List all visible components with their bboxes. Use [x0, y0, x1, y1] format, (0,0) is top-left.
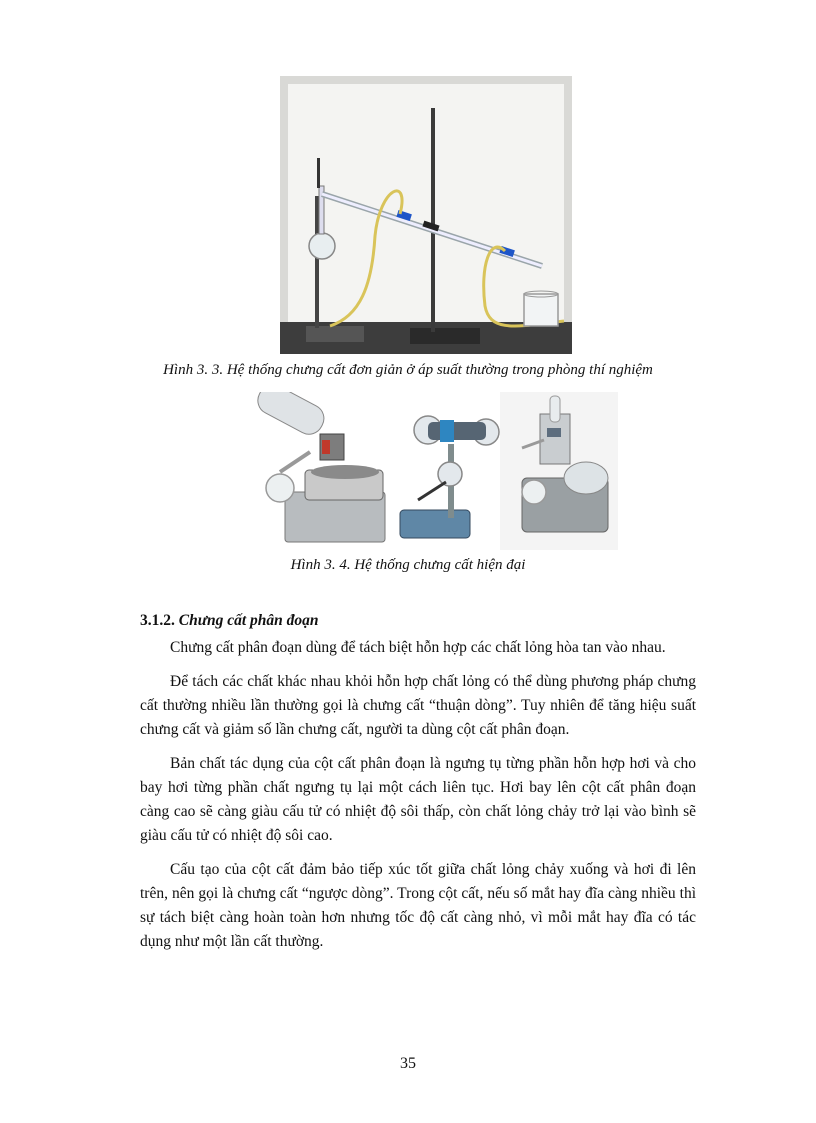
figure1-caption: Hình 3. 3. Hệ thống chưng cất đơn giản ở áp suất thường trong phòng thí nghiệm [163, 362, 653, 378]
section-title: Chưng cất phân đoạn [178, 612, 319, 629]
body-text [140, 636, 696, 964]
paragraph: Bản chất tác dụng của cột cất phân đoạn là ngưng tụ từng phần hỗn hợp hơi và cho bay hơi từng phần chất ngưng tụ lại một cách liên tục. Hơi bay lên cột cất phân đoạn càng cao sẽ càng giàu cấu tử có nhiệt độ sôi thấp, còn chất lỏng chảy trở lại vào bình sẽ giàu cấu tử có nhiệt độ sôi cao. [140, 755, 696, 844]
figure-simple-distillation [280, 76, 572, 354]
figure2-caption: Hình 3. 4. Hệ thống chưng cất hiện đại [290, 557, 526, 573]
page-number: 35 [400, 1055, 416, 1072]
section-number: 3.1.2. [140, 612, 175, 629]
paragraph: Chưng cất phân đoạn dùng để tách biệt hỗn hợp các chất lỏng hòa tan vào nhau. [170, 639, 666, 656]
paragraph: Để tách các chất khác nhau khỏi hỗn hợp chất lỏng có thể dùng phương pháp chưng cất thường nhiều lần thường gọi là chưng cất “thuận dòng”. Tuy nhiên để tăng hiệu suất chưng cất và giảm số lần chưng cất, người ta dùng cột cất phân đoạn. [140, 673, 696, 738]
section-heading [140, 612, 319, 630]
figure-rotary-evaporators [250, 392, 626, 550]
paragraph: Cấu tạo của cột cất đảm bảo tiếp xúc tốt giữa chất lỏng chảy xuống và hơi đi lên trên, nên gọi là chưng cất “ngược dòng”. Trong cột cất, nếu số mắt hay đĩa càng nhiều thì sự tách biệt càng hoàn toàn hơn nhưng tốc độ cất càng nhỏ, vì mỗi mắt hay đĩa có tác dụng như một lần cất thường. [140, 861, 696, 950]
